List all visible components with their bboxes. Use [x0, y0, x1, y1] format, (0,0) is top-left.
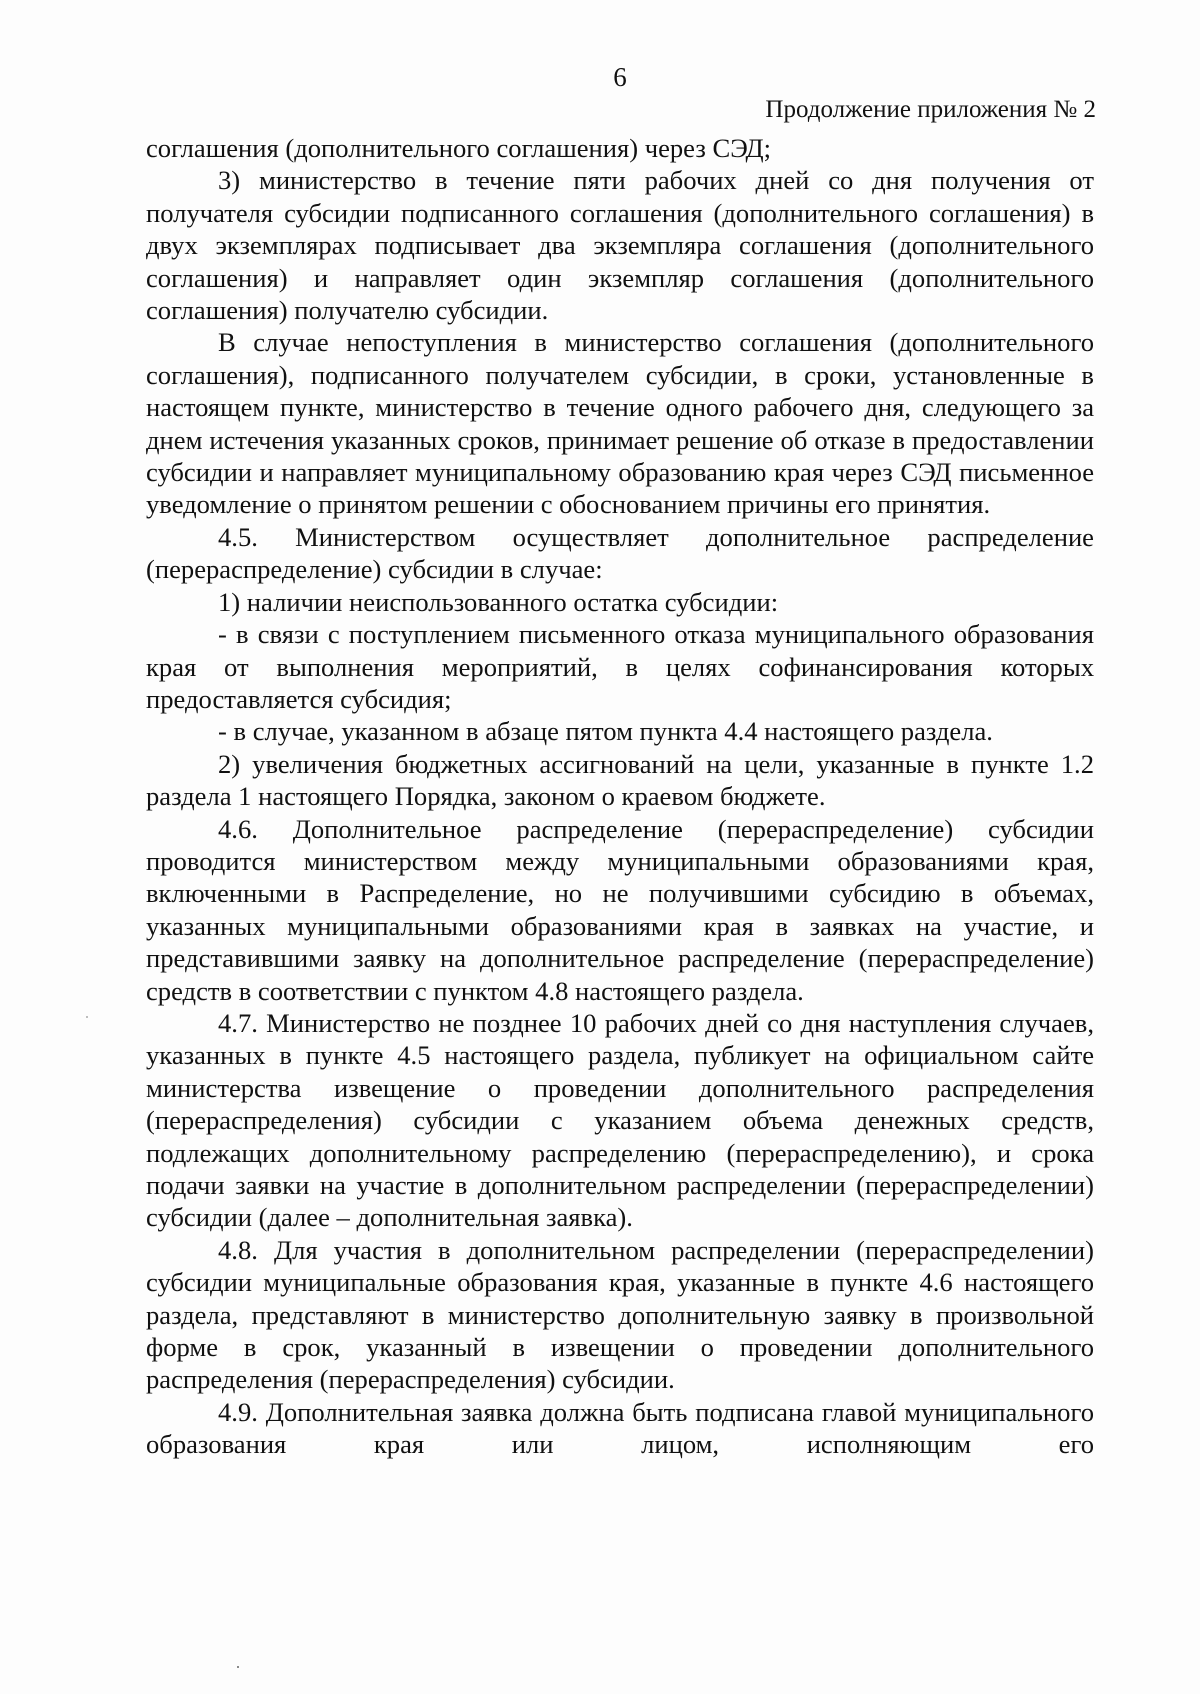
paragraph-4-8: 4.8. Для участия в дополнительном распределении (перераспределении) субсидии муниципальные образования края, указанные в пункте 4.6 настоящего раздела, представляют в министерство дополнительную заявку в произвольной форме в срок, указанный в извещении о проведении дополнительного распределения (перераспределения) субсидии.: [146, 1234, 1094, 1395]
document-body: [146, 132, 1094, 1461]
paragraph-4-9: 4.9. Дополнительная заявка должна быть подписана главой муниципального образования края или лицом, исполняющим его: [146, 1396, 1094, 1460]
paragraph-refusal: В случае непоступления в министерство соглашения (дополнительного соглашения), подписанного получателем субсидии, в сроки, установленные в настоящем пункте, министерство в течение одного рабочего дня, следующего за днем истечения указанных сроков, принимает решение об отказе в предоставлении субсидии и направляет муниципальному образованию края через СЭД письменное уведомление о принятом решении с обоснованием причины его принятия.: [146, 327, 1094, 520]
paragraph-4-5-dash-2: - в случае, указанном в абзаце пятом пункта 4.4 настоящего раздела.: [218, 716, 993, 747]
paragraph-4-7: 4.7. Министерство не позднее 10 рабочих дней со дня наступления случаев, указанных в пункте 4.5 настоящего раздела, публикует на официальном сайте министерства извещение о проведении дополнительного распределения (перераспределения) субсидии с указанием объема денежных средств, подлежащих дополнительному распределению (перераспределению), и срока подачи заявки на участие в дополнительном распределении (перераспределении) субсидии (далее – дополнительная заявка).: [146, 1007, 1094, 1233]
scan-speck: [237, 1666, 239, 1668]
scan-speck: [86, 1016, 88, 1018]
paragraph-4-5-item-1: 1) наличии неиспользованного остатка субсидии:: [218, 586, 779, 617]
paragraph-4-5: 4.5. Министерством осуществляет дополнительное распределение (перераспределение) субсидии в случае:: [146, 521, 1094, 585]
paragraph-4-5-item-2: 2) увеличения бюджетных ассигнований на цели, указанные в пункте 1.2 раздела 1 настоящего Порядка, законом о краевом бюджете.: [146, 748, 1094, 812]
paragraph-4-5-dash-1: - в связи с поступлением письменного отказа муниципального образования края от выполнения мероприятий, в целях софинансирования которых предоставляется субсидия;: [146, 619, 1094, 714]
page-number: 6: [613, 62, 627, 92]
paragraph-item-3: 3) министерство в течение пяти рабочих дней со дня получения от получателя субсидии подписанного соглашения (дополнительного соглашения) в двух экземплярах подписывает два экземпляра соглашения (дополнительного соглашения) и направляет один экземпляр соглашения (дополнительного соглашения) получателю субсидии.: [146, 165, 1094, 326]
paragraph-continuation: соглашения (дополнительного соглашения) через СЭД;: [146, 133, 772, 163]
appendix-continuation-note: Продолжение приложения № 2: [765, 96, 1096, 123]
paragraph-4-6: 4.6. Дополнительное распределение (перераспределение) субсидии проводится министерством между муниципальными образованиями края, включенными в Распределение, но не получившими субсидию в объемах, указанных муниципальными образованиями края в заявках на участие, и представившими заявку на дополнительное распределение (перераспределение) средств в соответствии с пунктом 4.8 настоящего раздела.: [146, 813, 1094, 1006]
